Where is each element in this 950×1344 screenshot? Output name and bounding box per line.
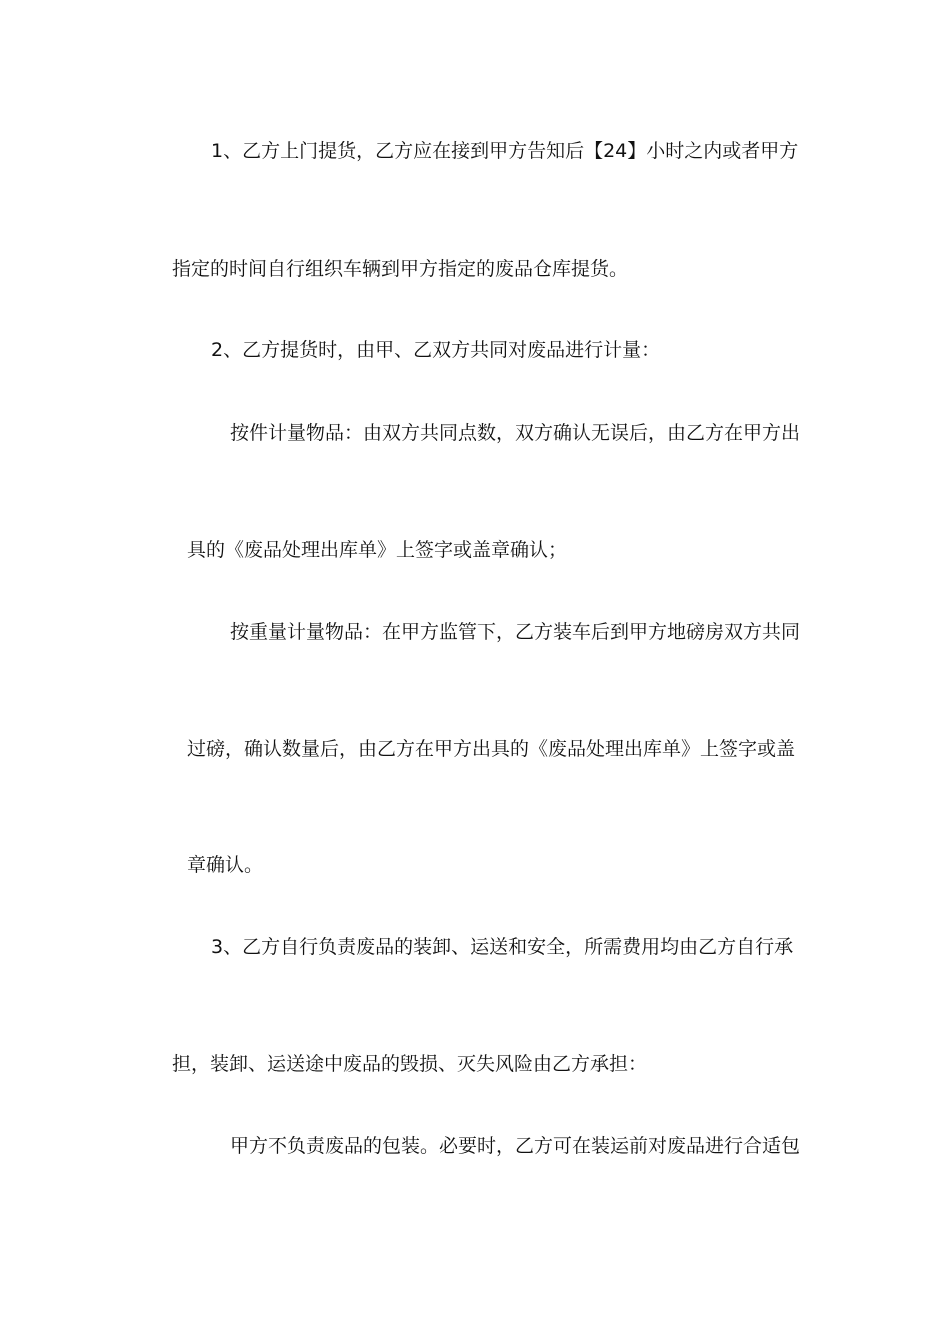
clause-1-line-2: 指定的时间自行组织车辆到甲方指定的废品仓库提货。 [172, 258, 629, 280]
clause-3-line-2: 担，装卸、运送途中废品的毁损、灭失风险由乙方承担： [172, 1053, 648, 1075]
clause-2-piece-line-1: 按件计量物品：由双方共同点数，双方确认无误后，由乙方在甲方出 [230, 422, 801, 444]
clause-3-line-1: 3、乙方自行负责废品的装卸、运送和安全，所需费用均由乙方自行承 [211, 936, 794, 958]
clause-1-line-1: 1、乙方上门提货，乙方应在接到甲方告知后【24】小时之内或者甲方 [211, 140, 799, 162]
clause-2-weight-line-2: 过磅，确认数量后，由乙方在甲方出具的《废品处理出库单》上签字或盖 [187, 738, 796, 760]
clause-2-weight-line-1: 按重量计量物品：在甲方监管下，乙方装车后到甲方地磅房双方共同 [230, 621, 801, 643]
clause-2-line-1: 2、乙方提货时，由甲、乙双方共同对废品进行计量： [211, 339, 661, 361]
clause-2-weight-line-3: 章确认。 [187, 854, 264, 876]
clause-3-packaging-line-1: 甲方不负责废品的包装。必要时，乙方可在装运前对废品进行合适包 [230, 1135, 801, 1157]
clause-2-piece-line-2: 具的《废品处理出库单》上签字或盖章确认； [187, 539, 568, 561]
